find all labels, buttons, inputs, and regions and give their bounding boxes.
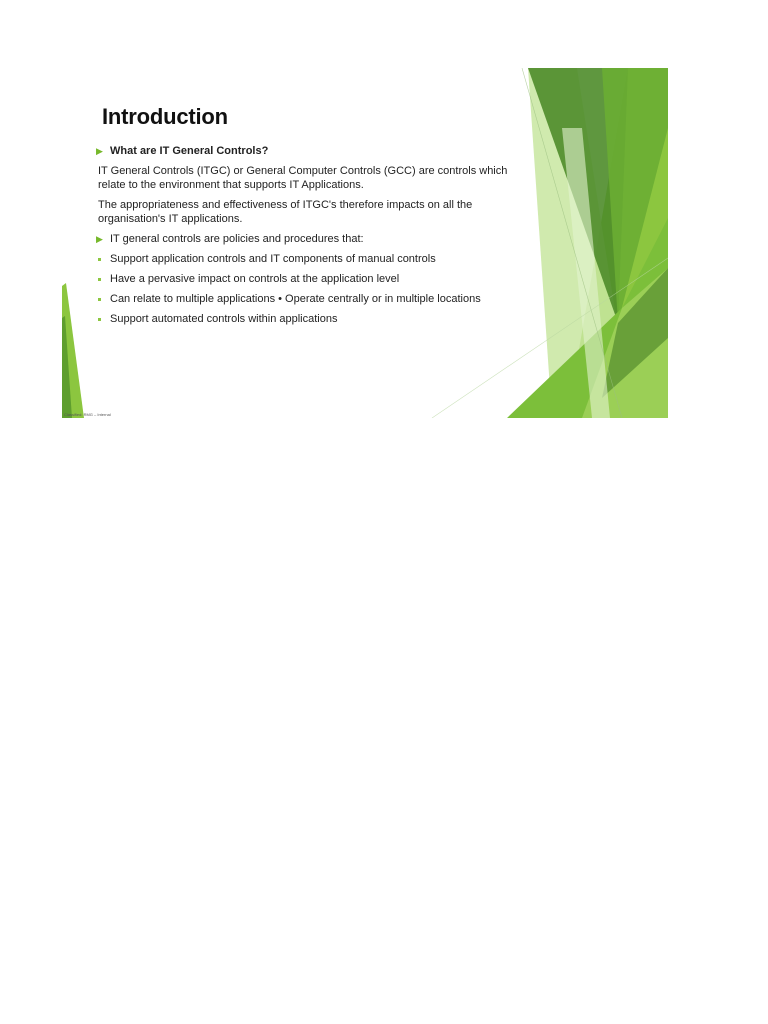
slide-content xyxy=(96,144,526,326)
bullet-text: Have a pervasive impact on controls at the application level xyxy=(110,273,400,285)
square-bullet-icon xyxy=(96,272,110,286)
bullet-item xyxy=(96,252,526,266)
square-bullet-icon xyxy=(96,312,110,326)
square-bullet-icon xyxy=(96,292,110,306)
question-row xyxy=(96,144,526,158)
bullet-item xyxy=(96,272,526,286)
triangle-arrow-icon: ▶ xyxy=(96,146,103,156)
policies-intro: IT general controls are policies and procedures that: xyxy=(110,233,364,245)
bullet-item xyxy=(96,292,526,306)
classification-label: Classified: RMG – Internal xyxy=(64,412,111,417)
slide xyxy=(62,68,668,418)
bullet-item xyxy=(96,312,526,326)
paragraph-itgc-definition: IT General Controls (ITGC) or General Computer Controls (GCC) are controls which relate to the environment that supports IT Applications. xyxy=(98,165,508,191)
bullet-text: Can relate to multiple applications • Operate centrally or in multiple locations xyxy=(110,293,481,305)
bullet-text: Support application controls and IT components of manual controls xyxy=(110,253,436,265)
triangle-arrow-icon: ▶ xyxy=(96,234,103,244)
slide-title: Introduction xyxy=(102,104,228,129)
question-heading: What are IT General Controls? xyxy=(110,145,269,157)
square-bullet-icon xyxy=(96,252,110,266)
paragraph-itgc-impact: The appropriateness and effectiveness of ITGC's therefore impacts on all the organisation's IT applications. xyxy=(98,199,473,225)
bullet-text: Support automated controls within applications xyxy=(110,313,338,325)
policies-intro-row xyxy=(96,232,526,246)
